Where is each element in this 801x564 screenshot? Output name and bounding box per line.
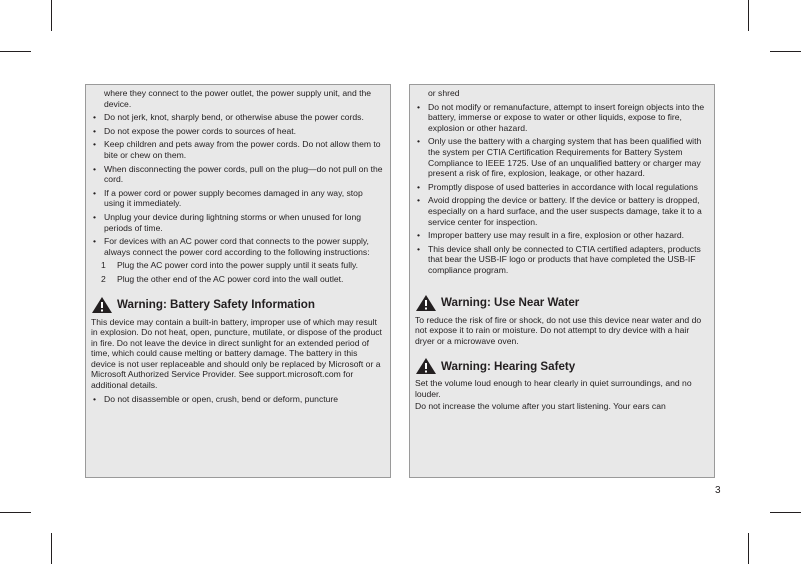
list-item: • Avoid dropping the device or battery. If the device or battery is dropped, especially on a hard surface, and the user suspects damage, take it to a service center for inspection. — [415, 195, 707, 227]
crop-mark — [0, 51, 31, 52]
step-number: 1 — [101, 260, 106, 271]
list-item: • Do not disassemble or open, crush, bend or deform, puncture — [91, 394, 383, 405]
warning-title: Warning: Battery Safety Information — [117, 298, 315, 311]
battery-warning-heading — [91, 296, 383, 314]
numbered-step — [91, 260, 383, 271]
warning-title: Warning: Hearing Safety — [441, 359, 576, 373]
page-number: 3 — [715, 485, 721, 496]
warning-triangle-icon — [415, 294, 437, 312]
list-item: • Do not expose the power cords to sources of heat. — [91, 126, 383, 137]
hearing-warning-heading — [415, 357, 707, 375]
numbered-step — [91, 274, 383, 285]
warning-triangle-icon — [415, 357, 437, 375]
warning-body: Set the volume loud enough to hear clearly in quiet surroundings, and no louder. — [415, 378, 692, 399]
crop-mark — [770, 51, 801, 52]
list-item: • Only use the battery with a charging system that has been qualified with the system per CTIA Certification Requirements for Battery System Compliance to IEEE 1725. Use of an unqualified battery or charger may present a risk of fire, explosion, leakage, or other hazard. — [415, 136, 707, 178]
list-item: • Do not modify or remanufacture, attempt to insert foreign objects into the battery, immerse or expose to water or other liquids, expose to fire, explosion or other hazard. — [415, 102, 707, 134]
list-item: • Do not jerk, knot, sharply bend, or otherwise abuse the power cords. — [91, 112, 383, 123]
continued-text: or shred — [428, 88, 460, 98]
water-warning-heading — [415, 294, 707, 312]
warning-triangle-icon — [91, 296, 113, 314]
left-column-panel — [85, 84, 391, 478]
list-item: • Unplug your device during lightning storms or when unused for long periods of time. — [91, 212, 383, 233]
warning-body: Do not increase the volume after you start listening. Your ears can — [415, 401, 666, 412]
step-text: Plug the other end of the AC power cord into the wall outlet. — [117, 273, 344, 284]
list-item: • Keep children and pets away from the power cords. Do not allow them to bite or chew on them. — [91, 139, 383, 160]
list-item: • This device shall only be connected to CTIA certified adapters, products that bear the USB-IF logo or products that have completed the USB-IF compliance program. — [415, 244, 707, 276]
list-item: • For devices with an AC power cord that connects to the power supply, always connect the power cord according to the following instructions: — [91, 236, 383, 257]
list-item: • If a power cord or power supply becomes damaged in any way, stop using it immediately. — [91, 188, 383, 209]
continued-text: where they connect to the power outlet, the power supply unit, and the device. — [104, 88, 372, 109]
crop-mark — [770, 512, 801, 513]
warning-title: Warning: Use Near Water — [441, 296, 580, 309]
crop-mark — [748, 533, 749, 564]
step-number: 2 — [101, 273, 106, 284]
list-item: • Improper battery use may result in a fire, explosion or other hazard. — [415, 230, 707, 241]
crop-mark — [51, 0, 52, 31]
warning-body: This device may contain a built-in battery, improper use of which may result in explosion. Do not heat, open, puncture, mutilate, or dispose of the product in fire. Do not leave the device in direct sunlight for an extended period of time, which could cause melting or battery damage. The battery in this device is not user replaceable and should only be replaced by Microsoft or a Microsoft Authorized Service Provider. See support.microsoft.com for additional details. — [91, 316, 382, 391]
list-item: • Promptly dispose of used batteries in accordance with local regulations — [415, 182, 707, 193]
step-text: Plug the AC power cord into the power supply until it seats fully. — [117, 260, 359, 271]
warning-body: To reduce the risk of fire or shock, do not use this device near water and do not expose it to rain or moisture. Do not attempt to dry device with a hair dryer or a microwave oven. — [415, 314, 702, 346]
right-column-panel — [409, 84, 715, 478]
crop-mark — [0, 512, 31, 513]
crop-mark — [51, 533, 52, 564]
list-item: • When disconnecting the power cords, pull on the plug—do not pull on the cord. — [91, 164, 383, 185]
crop-mark — [748, 0, 749, 31]
